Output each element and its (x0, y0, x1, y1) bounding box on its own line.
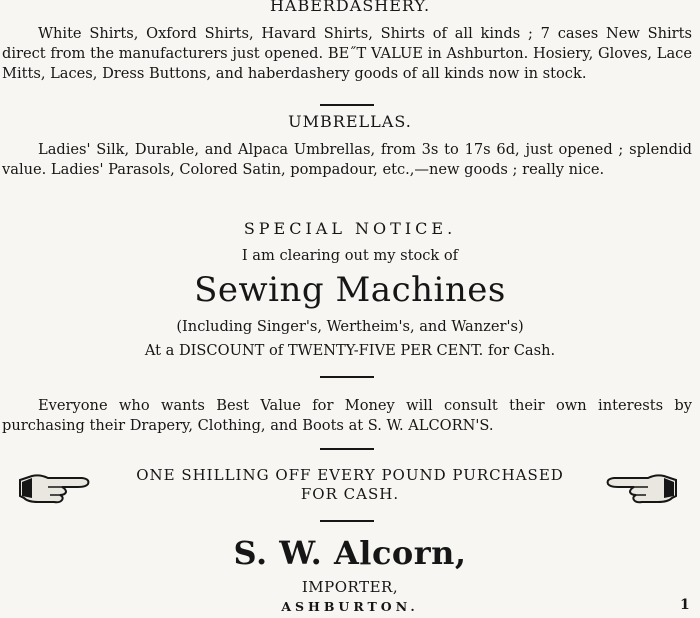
merchant-name: S. W. Alcorn, (233, 534, 467, 572)
umbrellas-heading: UMBRELLAS. (288, 112, 412, 131)
merchant-role: IMPORTER, (301, 578, 399, 596)
discount-line: At a DISCOUNT of TWENTY-FIVE PER CENT. for Cash. (144, 342, 556, 359)
haberdashery-heading: HABERDASHERY. (269, 0, 431, 15)
divider-rule (320, 376, 374, 378)
umbrellas-text: Ladies' Silk, Durable, and Alpaca Umbrellas, from 3s to 17s 6d, just opened ; splendid value. Ladies' Parasols, Colored Satin, pompadour, etc.,—new goods ; really nice. (2, 141, 692, 178)
value-text: Everyone who wants Best Value for Money will consult their own interests by purchasing their Drapery, Clothing, and Boots at S. W. ALCORN'S. (2, 397, 692, 434)
offer-line-1: ONE SHILLING OFF EVERY POUND PURCHASED (136, 466, 564, 484)
notice-intro: I am clearing out my stock of (241, 247, 459, 264)
sewing-machines-title: Sewing Machines (194, 270, 506, 310)
divider-rule (320, 520, 374, 522)
divider-rule (320, 448, 374, 450)
offer-line-2: FOR CASH. (300, 485, 400, 503)
divider-rule (320, 104, 374, 106)
brands-line: (Including Singer's, Wertheim's, and Wanzer's) (176, 318, 524, 335)
haberdashery-paragraph (2, 24, 692, 84)
corner-mark: 1 (680, 597, 690, 613)
merchant-town: ASHBURTON. (281, 599, 419, 614)
value-paragraph (2, 396, 692, 436)
haberdashery-text: White Shirts, Oxford Shirts, Havard Shirts, Shirts of all kinds ; 7 cases New Shirts direct from the manufacturers just opened. BE˝T VALUE in Ashburton. Hosiery, Gloves, Lace Mitts, Laces, Dress Buttons, and haberdashery goods of all kinds now in stock. (2, 25, 692, 82)
special-notice-heading: SPECIAL NOTICE. (243, 219, 457, 238)
umbrellas-paragraph (2, 140, 692, 180)
